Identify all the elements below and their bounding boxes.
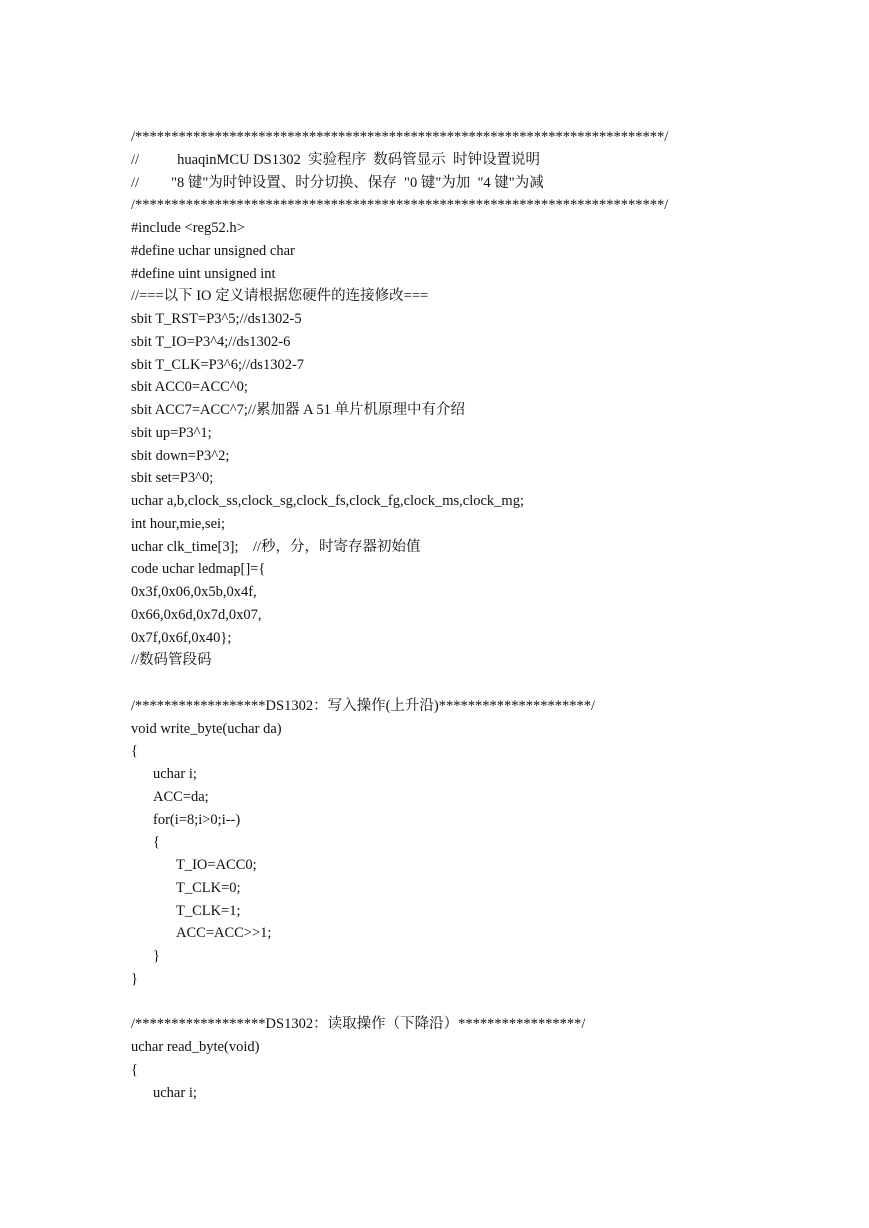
code-line-read-header: /******************DS1302：读取操作（下降沿）*****************/ [131,1016,586,1033]
comment-prefix: // [131,151,140,168]
code-line-define-uchar: #define uchar unsigned char [131,242,295,259]
code-line-for-open-brace: { [153,834,160,851]
header-description-text-1: huaqinMCU DS1302 实验程序 数码管显示 时钟设置说明 [177,151,540,168]
code-line-for-close-brace: } [153,948,160,964]
code-line-sbit-acc0: sbit ACC0=ACC^0; [131,379,248,396]
code-line-write-shift: ACC=ACC>>1; [176,925,272,942]
code-line-ledmap-row2: 0x66,0x6d,0x7d,0x07, [131,606,262,623]
header-description-text-2: "8 键"为时钟设置、时分切换、保存 "0 键"为加 "4 键"为减 [171,174,544,191]
header-description-1 [131,149,831,172]
blank-line [131,991,831,1014]
header-border-top: /*************************************************************************/ [131,129,669,145]
code-line-ledmap-decl: code uchar ledmap[]={ [131,561,266,578]
blank-line [131,672,831,695]
comment-prefix: // [131,174,140,191]
code-line-close-brace: } [131,970,138,987]
code-line-io-note: //===以下 IO 定义请根据您硬件的连接修改=== [131,288,429,305]
code-line-write-header: /******************DS1302：写入操作(上升沿)*********************/ [131,697,595,714]
code-line-read-signature: uchar read_byte(void) [131,1039,260,1055]
code-line-write-uchar-i: uchar i; [153,766,197,782]
code-line-sbit-io: sbit T_IO=P3^4;//ds1302-6 [131,333,291,350]
code-line-write-signature: void write_byte(uchar da) [131,720,282,737]
document-page [131,126,831,1104]
code-line-write-tclk0: T_CLK=0; [176,879,241,896]
code-line-ledmap-row3: 0x7f,0x6f,0x40}; [131,629,232,646]
code-line-include: #include <reg52.h> [131,220,245,236]
code-line-clk-time: uchar clk_time[3]; //秒，分，时寄存器初始值 [131,538,421,555]
code-line-define-uint: #define uint unsigned int [131,265,276,282]
code-line-uchar-vars: uchar a,b,clock_ss,clock_sg,clock_fs,clock_fg,clock_ms,clock_mg; [131,493,524,509]
code-line-sbit-down: sbit down=P3^2; [131,447,230,464]
code-line-sbit-acc7: sbit ACC7=ACC^7;//累加器 A 51 单片机原理中有介绍 [131,402,466,418]
code-line-ledmap-note: //数码管段码 [131,652,212,669]
code-line-write-tclk1: T_CLK=1; [176,902,241,919]
code-line-open-brace: { [131,743,138,760]
code-line-sbit-clk: sbit T_CLK=P3^6;//ds1302-7 [131,356,305,373]
header-description-2 [131,172,831,195]
code-line-sbit-up: sbit up=P3^1; [131,424,212,441]
code-line-write-tio: T_IO=ACC0; [176,857,257,873]
code-line-sbit-set: sbit set=P3^0; [131,470,214,487]
code-line-sbit-rst: sbit T_RST=P3^5;//ds1302-5 [131,311,302,327]
code-line-read-open-brace: { [131,1061,138,1078]
header-border-bottom: /*************************************************************************/ [131,197,669,214]
code-line-ledmap-row1: 0x3f,0x06,0x5b,0x4f, [131,584,257,600]
code-line-int-vars: int hour,mie,sei; [131,515,226,532]
code-line-read-uchar-i: uchar i; [153,1084,197,1101]
code-line-write-acc-da: ACC=da; [153,788,209,805]
code-line-write-for: for(i=8;i>0;i--) [153,811,241,828]
